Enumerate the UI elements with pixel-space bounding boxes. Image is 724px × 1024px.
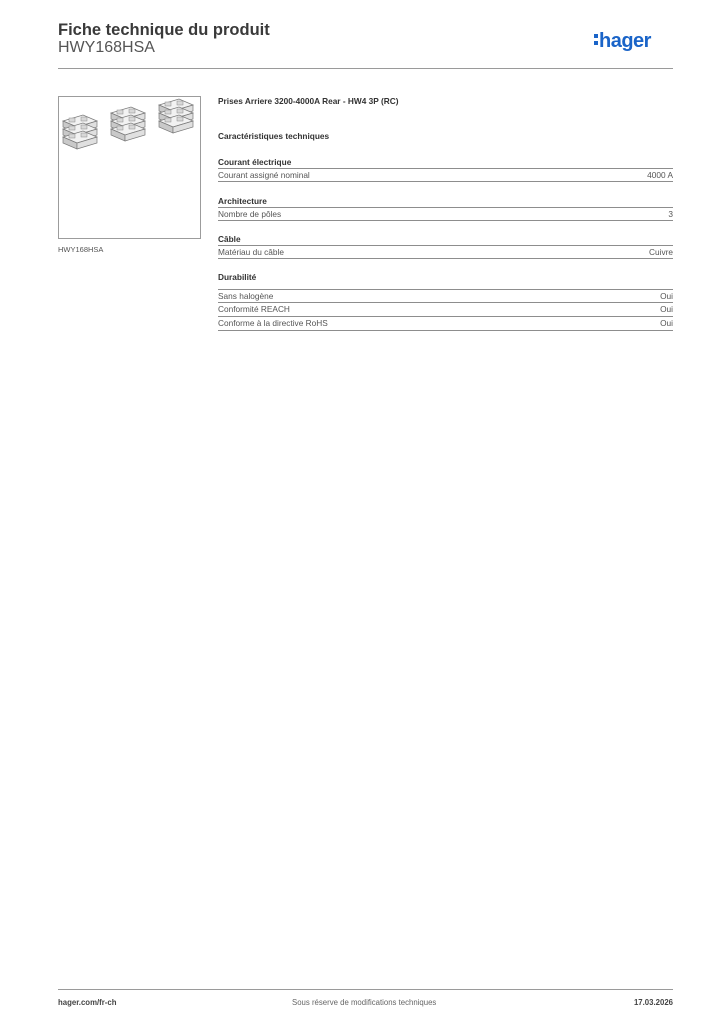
spec-value: 4000 A <box>647 170 673 180</box>
spec-label: Nombre de pôles <box>218 209 282 219</box>
spec-row <box>218 303 673 317</box>
spec-row <box>218 289 673 303</box>
product-illustration <box>59 97 200 238</box>
header-divider <box>58 68 673 69</box>
logo-wordmark: hager <box>599 30 651 52</box>
footer-website-link[interactable]: hager.com/fr-ch <box>58 998 117 1007</box>
footer-disclaimer: Sous réserve de modifications techniques <box>292 998 437 1007</box>
section-title: Câble <box>218 234 241 244</box>
spec-row <box>218 168 673 182</box>
section-title: Courant électrique <box>218 157 292 167</box>
spec-label: Sans halogène <box>218 291 274 301</box>
spec-row <box>218 245 673 259</box>
hager-logo <box>594 28 674 54</box>
spec-label: Conformité REACH <box>218 304 290 314</box>
footer-divider <box>58 989 673 990</box>
section-title: Durabilité <box>218 272 257 282</box>
header-product-code: HWY168HSA <box>58 39 155 56</box>
spec-value: Oui <box>660 291 673 301</box>
section-title: Architecture <box>218 196 267 206</box>
spec-row <box>218 317 673 331</box>
product-image-caption: HWY168HSA <box>58 245 104 254</box>
spec-value: 3 <box>668 209 673 219</box>
specs-heading: Caractéristiques techniques <box>218 131 330 141</box>
header-title: Fiche technique du produit <box>58 21 270 39</box>
spec-label: Conforme à la directive RoHS <box>218 318 328 328</box>
product-title: Prises Arriere 3200-4000A Rear - HW4 3P (RC) <box>218 96 399 106</box>
footer-date: 17.03.2026 <box>633 998 673 1007</box>
spec-value: Oui <box>660 318 673 328</box>
spec-value: Oui <box>660 304 673 314</box>
spec-label: Courant assigné nominal <box>218 170 310 180</box>
spec-label: Matériau du câble <box>218 247 284 257</box>
spec-value: Cuivre <box>649 247 673 257</box>
product-image <box>58 96 201 239</box>
spec-row <box>218 207 673 221</box>
